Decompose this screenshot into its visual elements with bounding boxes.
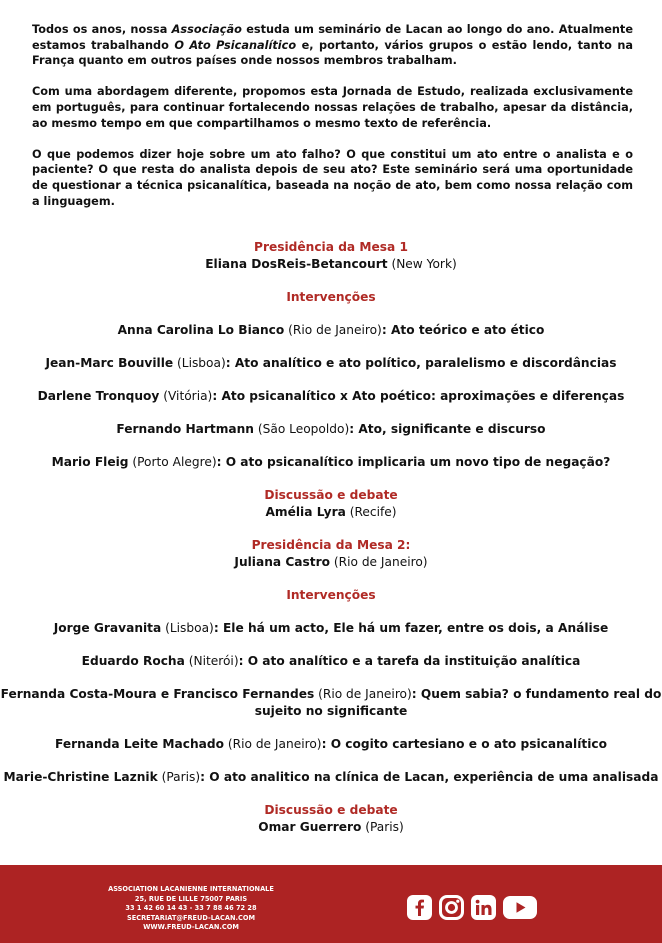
talk-place: (Rio de Janeiro): [227, 737, 322, 751]
footer-website[interactable]: WWW.FREUD-LACAN.COM: [143, 923, 239, 932]
mesa2-talks: [0, 604, 662, 786]
talk-title: Ato, significante e discurso: [358, 422, 546, 436]
talk-item: [0, 653, 662, 670]
talk-place: (Porto Alegre): [132, 455, 217, 469]
talk-item: [0, 322, 662, 339]
mesa2-interventions-heading: Intervenções: [286, 588, 376, 602]
talk-separator: :: [381, 323, 391, 337]
talk-speaker: Fernanda Costa-Moura e Francisco Fernandes: [0, 687, 315, 701]
talk-place: (São Leopoldo): [257, 422, 350, 436]
talk-title: Ele há um acto, Ele há um fazer, entre os dois, a Análise: [222, 621, 609, 635]
intro-text: [32, 22, 633, 225]
talk-item: [0, 736, 662, 753]
talk-place: (Vitória): [163, 389, 213, 403]
mesa1-debate-block: [0, 487, 662, 521]
mesa1-heading: Presidência da Mesa 1: [254, 240, 408, 254]
talk-separator: :: [238, 654, 248, 668]
footer: [0, 865, 662, 943]
talk-place: (Rio de Janeiro): [288, 323, 382, 337]
talk-item: [0, 454, 662, 471]
talk-separator: :: [321, 737, 331, 751]
talk-separator: :: [213, 621, 223, 635]
talk-speaker: Marie-Christine Laznik: [3, 770, 158, 784]
talk-separator: :: [200, 770, 210, 784]
talk-speaker: Jean-Marc Bouville: [45, 356, 174, 370]
mesa1-debate-moderator: Amélia Lyra (Recife): [265, 505, 397, 519]
footer-address: [95, 885, 287, 933]
talk-separator: :: [411, 687, 421, 701]
mesa2-debate-heading: Discussão e debate: [264, 803, 398, 817]
talk-place: (Paris): [161, 770, 201, 784]
mesa1-chair-block: [0, 239, 662, 273]
talk-title: O ato psicanalítico implicaria um novo tipo de negação?: [225, 455, 611, 469]
facebook-icon[interactable]: [407, 895, 432, 920]
talk-title: O ato analitico na clínica de Lacan, experiência de uma analisada: [209, 770, 659, 784]
mesa1-debate-heading: Discussão e debate: [264, 488, 398, 502]
talk-place: (Lisboa): [165, 621, 214, 635]
linkedin-icon[interactable]: [471, 895, 496, 920]
talk-separator: :: [225, 356, 235, 370]
intro-paragraph-3: O que podemos dizer hoje sobre um ato falho? O que constitui um ato entre o analista e o paciente? O que resta do analista depois de seu ato? Este seminário será uma oportunidade de questionar a técnica psicanalítica, baseada na noção de ato, bem como nossa relação com a linguagem.: [32, 147, 633, 208]
mesa1-chair: Eliana DosReis-Betancourt (New York): [205, 257, 457, 271]
talk-title: O ato analítico e a tarefa da instituição analítica: [247, 654, 581, 668]
mesa2-heading: Presidência da Mesa 2:: [251, 538, 411, 552]
talk-speaker: Eduardo Rocha: [81, 654, 185, 668]
talk-speaker: Darlene Tronquoy: [37, 389, 160, 403]
talk-place: (Rio de Janeiro): [318, 687, 412, 701]
footer-email[interactable]: SECRETARIAT@FREUD-LACAN.COM: [126, 913, 256, 922]
youtube-icon[interactable]: [503, 895, 537, 920]
talk-item: [0, 686, 662, 720]
talk-item: [0, 355, 662, 372]
mesa1-interventions-heading: Intervenções: [286, 290, 376, 304]
instagram-icon[interactable]: [439, 895, 464, 920]
talk-title: Ato teórico e ato ético: [390, 323, 545, 337]
talk-speaker: Fernando Hartmann: [116, 422, 254, 436]
talk-place: (Lisboa): [177, 356, 226, 370]
mesa1-talks: [0, 306, 662, 471]
mesa2-chair: Juliana Castro (Rio de Janeiro): [234, 555, 428, 569]
talk-title: Ato psicanalítico x Ato poético: aproximações e diferenças: [221, 389, 625, 403]
program: [0, 239, 662, 836]
mesa2-debate-moderator: Omar Guerrero (Paris): [258, 820, 404, 834]
talk-item: [0, 620, 662, 637]
talk-item: [0, 388, 662, 405]
footer-phones: 33 1 42 60 14 43 - 33 7 88 46 72 28: [125, 904, 257, 913]
talk-speaker: Fernanda Leite Machado: [55, 737, 224, 751]
talk-speaker: Anna Carolina Lo Bianco: [117, 323, 285, 337]
mesa2-debate-block: [0, 802, 662, 836]
talk-title: Quem sabia? o fundamento real do sujeito no significante: [254, 687, 662, 718]
talk-item: [0, 769, 662, 786]
intro-paragraph-2: Com uma abordagem diferente, propomos esta Jornada de Estudo, realizada exclusivamente em português, para continuar fortalecendo nossas relações de trabalho, apesar da distância, ao mesmo tempo em que compartilhamos o mesmo texto de referência.: [32, 85, 633, 130]
social-icons: [407, 895, 537, 925]
mesa2-chair-block: [0, 537, 662, 571]
talk-title: O cogito cartesiano e o ato psicanalítico: [330, 737, 607, 751]
footer-org: ASSOCIATION LACANIENNE INTERNATIONALE: [108, 885, 274, 893]
talk-separator: :: [212, 389, 222, 403]
intro-paragraph-1: Todos os anos, nossa Associação estuda um seminário de Lacan ao longo do ano. Atualmente estamos trabalhando O Ato Psicanalítico e, portanto, vários grupos o estão lendo, tanto na França quanto em outros países onde nossos membros trabalham.: [32, 23, 633, 68]
talk-separator: :: [216, 455, 226, 469]
talk-item: [0, 421, 662, 438]
talk-place: (Niterói): [188, 654, 239, 668]
talk-separator: :: [349, 422, 359, 436]
talk-speaker: Mario Fleig: [51, 455, 129, 469]
talk-speaker: Jorge Gravanita: [53, 621, 162, 635]
footer-street: 25, RUE DE LILLE 75007 PARIS: [134, 894, 248, 903]
talk-title: Ato analítico e ato político, paralelismo e discordâncias: [234, 356, 617, 370]
